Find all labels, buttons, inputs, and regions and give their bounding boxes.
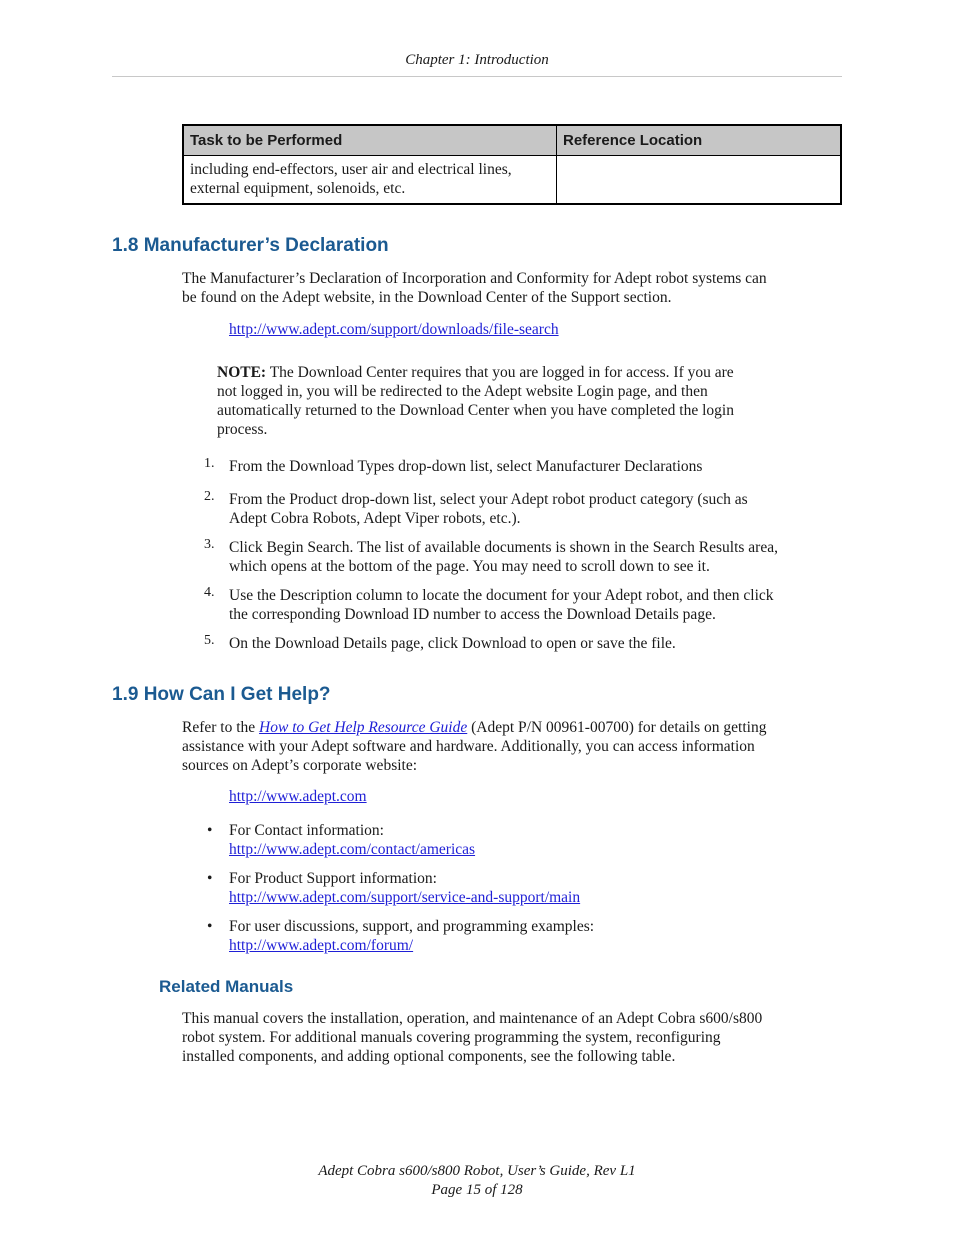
list-item: • For Product Support information: http://www.adept.com/support/service-and-support/main	[207, 870, 581, 906]
related-manuals-paragraph: This manual covers the installation, operation, and maintenance of an Adept Cobra s600/s800 robot system. For additional manuals covering programming the system, reconfiguring installed components, and adding optional components, see the following table.	[182, 1010, 763, 1065]
list-item: 1. From the Download Types drop-down list, select Manufacturer Declarations	[204, 456, 703, 475]
section-heading-get-help: 1.9 How Can I Get Help?	[112, 684, 331, 705]
table-header-task: Task to be Performed	[183, 125, 557, 156]
adept-website-link[interactable]: http://www.adept.com	[229, 788, 367, 805]
chapter-header: Chapter 1: Introduction	[405, 52, 549, 68]
table-cell-task: including end-effectors, user air and electrical lines, external equipment, solenoids, etc.	[183, 156, 557, 205]
bullet-icon: •	[207, 918, 213, 935]
list-item: 4. Use the Description column to locate the document for your Adept robot, and then click the corresponding Download ID number to access the Download Details page.	[204, 585, 774, 623]
step-number: 2.	[204, 489, 215, 504]
list-item: 2. From the Product drop-down list, select your Adept robot product category (such as Adept Cobra Robots, Adept Viper robots, etc.).	[204, 489, 748, 527]
subsection-heading-related-manuals: Related Manuals	[159, 977, 294, 996]
step-number: 5.	[204, 633, 215, 648]
bullet-icon: •	[207, 870, 213, 887]
help-resource-guide-link[interactable]: How to Get Help Resource Guide	[259, 719, 468, 736]
list-item: 3. Click Begin Search. The list of available documents is shown in the Search Results area, which opens at the bottom of the page. You may need to scroll down to see it.	[204, 537, 778, 575]
download-center-note: NOTE: The Download Center requires that you are logged in for access. If you are not logged in, you will be redirected to the Adept website Login page, and then automatically returned to the Download Center when you have completed the login process.	[217, 364, 734, 438]
page-number: Page 15 of 128	[431, 1182, 523, 1198]
list-item: 5. On the Download Details page, click Download to open or save the file.	[204, 633, 676, 652]
reference-table	[182, 124, 842, 205]
forum-link[interactable]: http://www.adept.com/forum/	[229, 937, 414, 954]
product-support-link[interactable]: http://www.adept.com/support/service-and-support/main	[229, 889, 581, 906]
step-number: 1.	[204, 456, 215, 471]
header-rule	[112, 76, 842, 77]
file-search-link[interactable]: http://www.adept.com/support/downloads/file-search	[229, 321, 559, 338]
section-heading-manufacturers-declaration: 1.8 Manufacturer’s Declaration	[112, 235, 389, 256]
table-row	[183, 156, 841, 205]
note-label: NOTE:	[217, 364, 267, 381]
bullet-icon: •	[207, 822, 213, 839]
footer-title: Adept Cobra s600/s800 Robot, User’s Guide, Rev L1	[318, 1163, 636, 1179]
help-paragraph: Refer to the How to Get Help Resource Guide (Adept P/N 00961-00700) for details on getting assistance with your Adept software and hardware. Additionally, you can access information sources on Adept’s corporate website:	[182, 719, 767, 774]
step-number: 4.	[204, 585, 215, 600]
table-cell-reference	[557, 156, 842, 205]
list-item: • For user discussions, support, and programming examples: http://www.adept.com/forum/	[207, 918, 595, 954]
page-footer	[0, 1162, 954, 1200]
step-number: 3.	[204, 537, 215, 552]
declaration-paragraph: The Manufacturer’s Declaration of Incorporation and Conformity for Adept robot systems can be found on the Adept website, in the Download Center of the Support section.	[182, 270, 767, 306]
table-header-reference: Reference Location	[557, 125, 842, 156]
contact-link[interactable]: http://www.adept.com/contact/americas	[229, 841, 476, 858]
list-item: • For Contact information: http://www.adept.com/contact/americas	[207, 822, 476, 858]
